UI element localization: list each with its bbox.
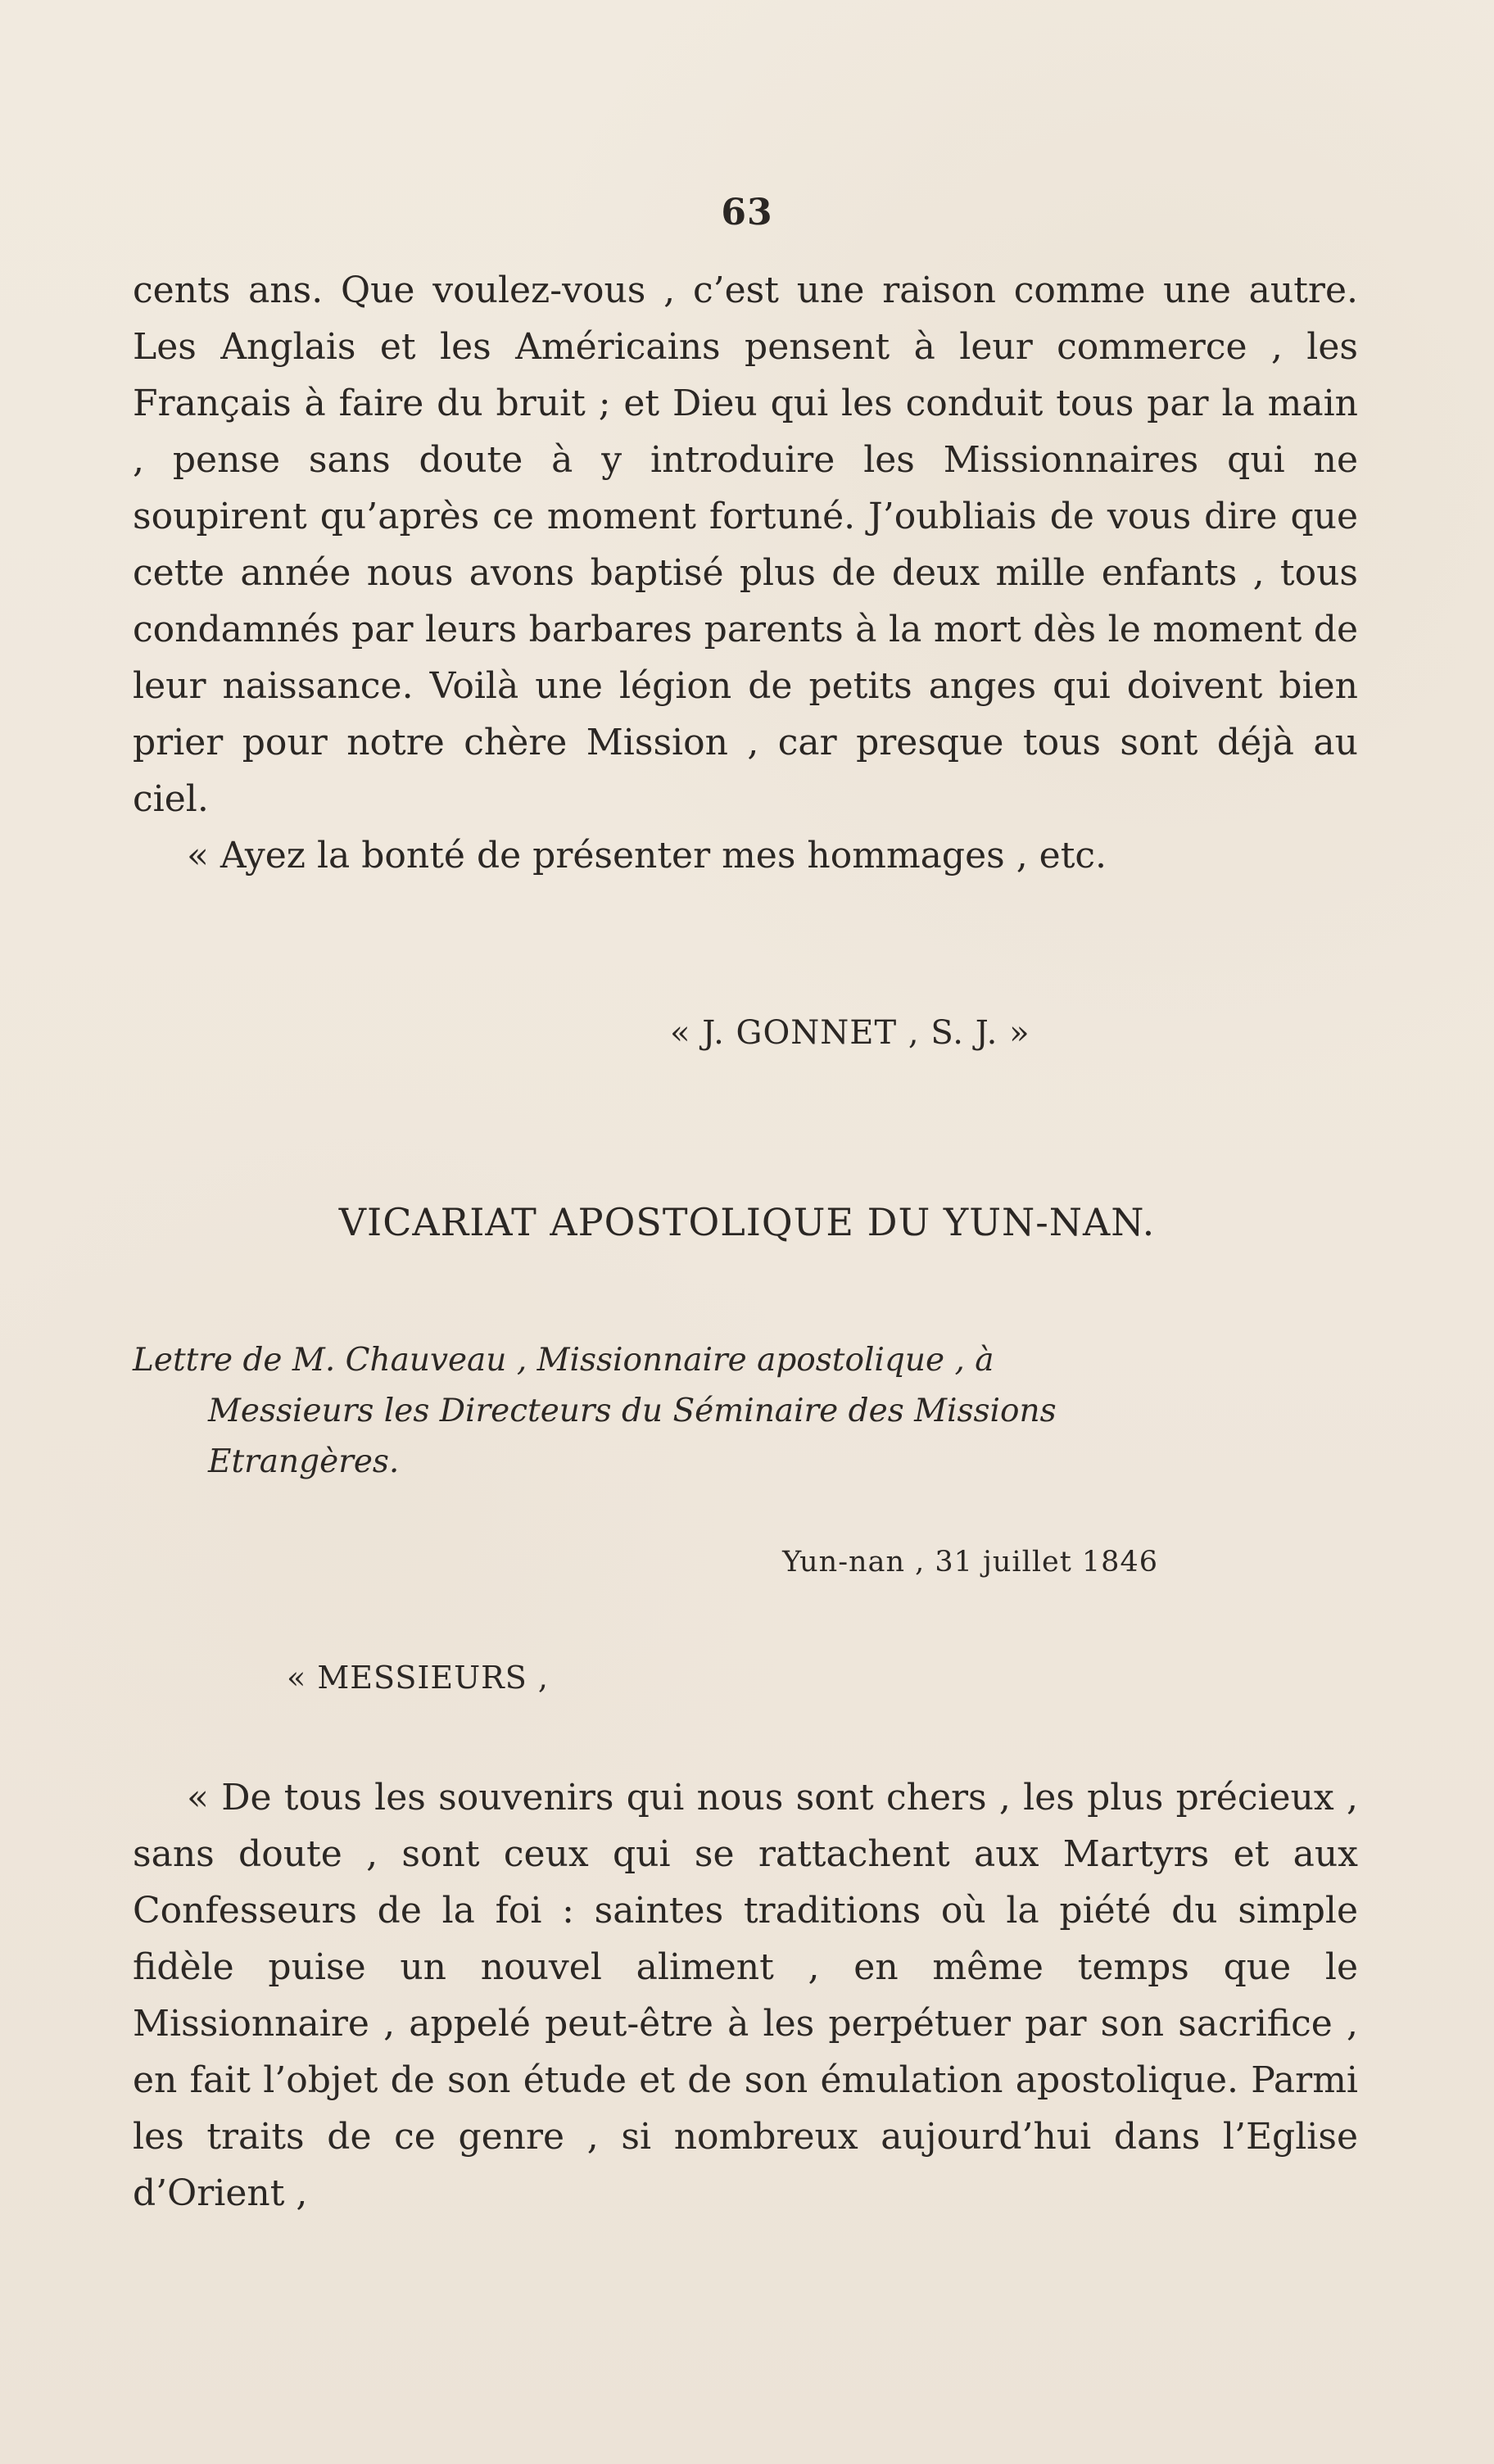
letter-heading (133, 1335, 1361, 1488)
body-paragraph-2: « De tous les souvenirs qui nous sont chers , les plus précieux , sans doute , sont ceux qui se rattachent aux Martyrs et aux Confesseurs de la foi : saintes traditions où la piété du simple fidèle puise un nouvel aliment , en même temps que le Missionnaire , appelé peut-être à les perpétuer par son sacrifice , en fait l’objet de son étude et de son émulation apostolique. Parmi les traits de ce genre , si nombreux aujourd’hui dans l’Eglise d’Orient , (133, 1777, 1358, 2214)
letter-heading-line-2: Messieurs les Directeurs du Séminaire des Missions (208, 1393, 1057, 1429)
body-text-top (133, 262, 1358, 884)
closing-line: « Ayez la bonté de présenter mes hommages , etc. (187, 835, 1107, 876)
salutation: « MESSIEURS , (287, 1660, 549, 1696)
letter-heading-line-3: Etrangères. (208, 1443, 400, 1480)
body-text-bottom (133, 1769, 1358, 2222)
body-paragraph-1: cents ans. Que voulez-vous , c’est une raison comme une autre. Les Anglais et les Américains pensent à leur commerce , les Français à faire du bruit ; et Dieu qui les conduit tous par la main , pense sans doute à y introduire les Missionnaires qui ne soupirent qu’après ce moment fortuné. J’oubliais de vous dire que cette année nous avons baptisé plus de deux mille enfants , tous condamnés par leurs barbares parents à la mort dès le moment de leur naissance. Voilà une légion de petits anges qui doivent bien prier pour notre chère Mission , car presque tous sont déjà au ciel. (133, 270, 1358, 820)
signature: « J. GONNET , S. J. » (670, 1014, 1030, 1052)
section-title: VICARIAT APOSTOLIQUE DU YUN-NAN. (338, 1200, 1156, 1244)
date-line: Yun-nan , 31 juillet 1846 (782, 1546, 1158, 1578)
letter-heading-line-1: Lettre de M. Chauveau , Missionnaire apostolique , à (133, 1342, 994, 1379)
page-number: 63 (721, 192, 773, 233)
